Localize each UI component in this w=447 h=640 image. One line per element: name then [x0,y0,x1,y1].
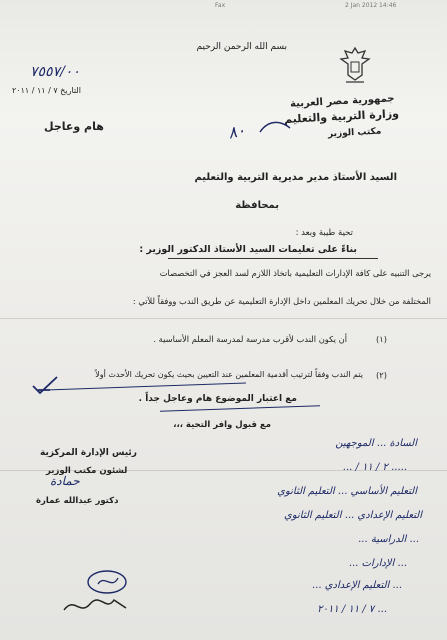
scribble-signature-icon [60,594,130,618]
signature-title-1: رئيس الإدارة المركزية [40,448,137,458]
handwritten-note-2: ..... ٢ / ١١ / ... [342,462,407,473]
handwritten-note-5: ... الدراسية ... [358,534,419,545]
closing-note: مع اعتبار الموضوع هام وعاجل جداً . [138,394,297,404]
handwritten-note-8: ... ٧ / ١١ / ٢٠١١ [317,604,387,615]
basmala: بسم الله الرحمن الرحيم [196,42,287,52]
closing-ink-underline [160,403,320,412]
list-item-2-text: يتم الندب وفقاً لترتيب أقدمية المعلمين عند التعيين بحيث يكون تحريك الأحدث أولاً [95,370,363,379]
signature-name: دكتور عبدالله عمارة [36,496,119,506]
subject-underline [168,258,378,259]
fax-header: Fax [215,2,226,9]
letterhead-country: جمهورية مصر العربية [290,93,396,110]
body-line-2: المختلفة من خلال تحريك المعلمين داخل الإدارة التعليمية عن طريق الندب ووفقاً للآتي : [132,296,431,306]
check-mark-icon [30,374,60,396]
list-item-1-text: أن يكون الندب لأقرب مدرسة لمدرسة المعلم الأساسية . [153,334,347,344]
fax-date: 2 Jan 2012 14:46 [345,2,397,9]
greeting: تحية طيبة وبعد : [295,228,353,238]
handwritten-note-3: التعليم الأساسي ... التعليم الثانوي [277,486,417,497]
ink-scribble-icon [258,118,292,138]
subject-line: بناءً على تعليمات السيد الأستاذ الدكتور الوزير : [139,244,357,255]
paper-fold-line [0,318,447,319]
item-2-ink-underline [46,381,246,391]
addressee: السيد الأستاذ مدير مديرية التربية والتعليم [194,172,397,183]
reference-number: ٧٥٥٧/٠٠ [30,64,80,80]
letterhead-office: مكتب الوزير [327,126,382,140]
document-date: التاريخ ٧ / ١١ / ٢٠١١ [12,86,81,95]
handwritten-note-6: ... الإدارات ... [348,558,407,569]
handwritten-number: ٨٠ [226,120,247,143]
urgency-label: هام وعاجل [44,120,104,133]
circled-initials-icon [84,568,130,596]
handwritten-signature: حمادة [50,474,80,488]
signature-title-2: لشئون مكتب الوزير [46,466,128,476]
governorate: بمحافظة [235,200,279,211]
letterhead-ministry: وزارة التربية والتعليم [283,106,400,127]
list-item-1-number: (١) [376,334,387,344]
list-item-2-number: (٢) [376,370,387,380]
body-line-1: يرجى التنبيه على كافة الإدارات التعليمية باتخاذ اللازم لسد العجز في التخصصات [159,268,431,278]
handwritten-note-7: ... التعليم الإعدادي ... [311,580,402,591]
handwritten-note-1: السادة ... الموجهين [335,438,417,449]
closing-greeting: مع قبول وافر التحية ،،، [173,420,271,430]
eagle-emblem-icon [338,45,372,85]
handwritten-note-4: التعليم الإعدادي ... التعليم الثانوي [284,510,422,521]
